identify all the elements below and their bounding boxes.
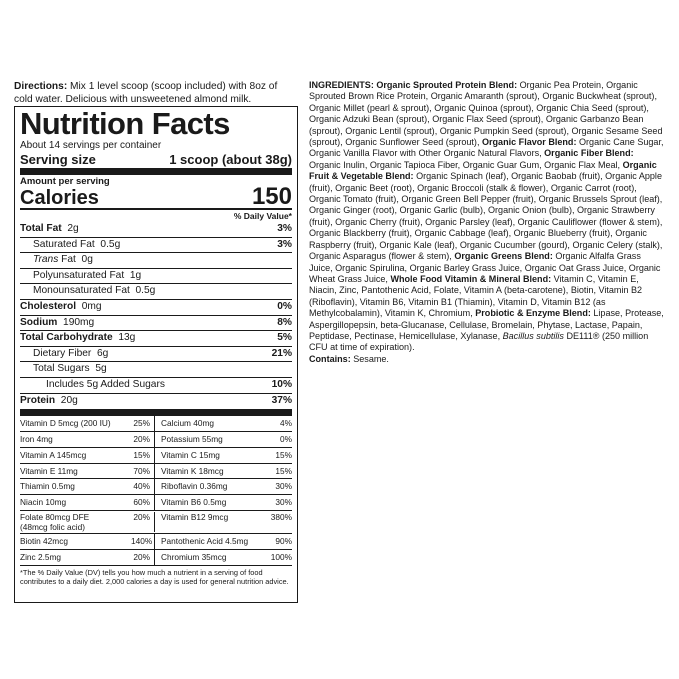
- nutrient-row: [20, 283, 292, 299]
- vitamin-name-cell: [20, 448, 131, 463]
- vitamin-daily-value: 140%: [131, 534, 155, 549]
- nutrient-daily-value: 37%: [271, 394, 292, 406]
- nutrient-daily-value: 8%: [277, 316, 292, 328]
- ingredient-text: Organic Cane Sugar, Organic Vanilla Flavor with Other Organic Natural Flavors,: [309, 137, 664, 159]
- nutrient-daily-value: 10%: [271, 378, 292, 390]
- mineral-name: Vitamin B6 0.5mg: [161, 497, 227, 508]
- vitamin-mineral-table: [20, 416, 292, 564]
- nutrient-name: Includes 5g Added Sugars: [46, 378, 165, 390]
- nutrient-amount: 6g: [96, 347, 109, 359]
- mineral-daily-value: 380%: [270, 511, 292, 522]
- ingredient-text: Organic Pea Protein, Organic Sprouted Brown Rice Protein, Organic Amaranth (sprout), Organic Buckwheat (sprout), Organic Millet (pearl & sprout), Organic Quinoa (sprout), Organic Chia Seed (sprout), Organic Adzuki Bean (sprout), Organic Flax Seed (sprout), Organic Garbanzo Bean (sprout), Organic Lentil (sprout), Organic Pumpkin Seed (sprout), Organic Sesame Seed (sprout), Organic Sunflower Seed (sprout),: [309, 80, 663, 148]
- vitamin-daily-value: 20%: [131, 550, 155, 565]
- nutrient-amount: 0.5g: [100, 238, 121, 250]
- ingredient-blend-heading: Organic Fiber Blend:: [544, 148, 634, 159]
- nutrient-name: Saturated Fat: [33, 238, 95, 250]
- nutrient-name: Monounsaturated Fat: [33, 285, 130, 297]
- serving-size-value: 1 scoop (about 38g): [169, 152, 292, 167]
- nutrient-label: [33, 253, 93, 268]
- vitamin-row: [20, 463, 292, 479]
- thick-divider: [20, 409, 292, 416]
- mineral-name: Chromium 35mcg: [161, 551, 227, 562]
- ingredients-text: [309, 80, 665, 365]
- nutrient-amount: 0g: [81, 254, 93, 266]
- thick-divider: [20, 168, 292, 175]
- vitamin-name: Iron 4mg: [20, 433, 53, 444]
- nutrient-amount: 190mg: [63, 316, 95, 328]
- vitamin-name: Vitamin A 145mcg: [20, 449, 87, 460]
- nutrient-name: Cholesterol: [20, 300, 77, 312]
- vitamin-name: Vitamin E 11mg: [20, 465, 78, 476]
- ingredient-text: Organic Spinach (leaf), Organic Baobab (fruit), Organic Apple (fruit), Organic Beet (root), Organic Broccoli (stalk & flower), Organic Carrot (root), Organic Tomato (fruit), Organic Green Bell Pepper (fruit), Organic Brussels Sprout (leaf), Organic Ginger (root), Organic Garlic (bulb), Organic Onion (bulb), Organic Strawberry (fruit), Organic Cherry (fruit), Organic Parsley (leaf), Organic Cauliflower (flower & stem), Organic Blackberry (fruit), Organic Cabbage (leaf), Organic Blueberry (fruit), Organic Raspberry (fruit), Organic Kale (leaf), Organic Cucumber (gourd), Organic Celery (stalk), Organic Asparagus (flower & stem),: [309, 171, 663, 262]
- vitamin-daily-value: 40%: [131, 479, 155, 494]
- vitamin-row: [20, 510, 292, 533]
- nutrient-row: [20, 315, 292, 331]
- nutrient-daily-value: 5%: [277, 332, 292, 344]
- mineral-daily-value: 0%: [280, 433, 292, 444]
- nutrient-amount: 0.5g: [135, 285, 156, 297]
- nutrient-name: Protein: [20, 394, 56, 406]
- vitamin-daily-value: 20%: [131, 512, 155, 532]
- ingredient-blend-heading: Probiotic & Enzyme Blend:: [475, 308, 591, 319]
- ingredient-text: Organic Alfalfa Grass Juice, Organic Spirulina, Organic Barley Grass Juice, Organic Oat Grass Juice, Organic Wheat Grass Juice,: [309, 251, 661, 284]
- ingredient-blend-heading: INGREDIENTS: Organic Sprouted Protein Blend:: [309, 80, 518, 90]
- ingredient-text: Lipase, Protease, Aspergillopepsin, beta-Glucanase, Cellulase, Bromelain, Phytase, Lactase, Papain, Peptidase, Pectinase, Hemicellulase, Xylanase,: [309, 308, 664, 341]
- mineral-daily-value: 90%: [275, 535, 292, 546]
- nutrient-daily-value: 3%: [277, 238, 292, 250]
- mineral-daily-value: 15%: [275, 465, 292, 476]
- mineral-name: Vitamin C 15mg: [161, 449, 220, 460]
- daily-value-header: % Daily Value*: [20, 208, 292, 222]
- directions-body: Mix 1 level scoop (scoop included) with 8oz of cold water. Delicious with unsweetened almond milk.: [14, 81, 278, 105]
- nutrient-row: [20, 377, 292, 393]
- vitamin-row: [20, 416, 292, 431]
- nutrient-list: [20, 222, 292, 408]
- nutrient-daily-value: 0%: [277, 300, 292, 312]
- amount-per-serving: Amount per serving: [20, 176, 110, 187]
- nutrient-label: [20, 316, 94, 331]
- nutrient-row: [20, 237, 292, 253]
- nutrient-label: [33, 284, 155, 299]
- vitamin-name-cell: [20, 495, 131, 510]
- nutrient-row: [20, 299, 292, 315]
- nutrient-row: [20, 361, 292, 377]
- vitamin-name-cell: [20, 512, 131, 532]
- vitamin-name-cell: [20, 416, 131, 431]
- daily-value-footnote: *The % Daily Value (DV) tells you how much a nutrient in a serving of food contributes to a daily diet. 2,000 calories a day is used for general nutrition advice.: [20, 565, 292, 586]
- vitamin-row: [20, 478, 292, 494]
- mineral-daily-value: 30%: [275, 481, 292, 492]
- nutrient-label: [20, 222, 79, 237]
- nutrient-label: [46, 378, 165, 393]
- mineral-daily-value: 100%: [270, 551, 292, 562]
- vitamin-name-cell: [20, 479, 131, 494]
- nutrient-label: [20, 394, 78, 409]
- nutrient-daily-value: 3%: [277, 223, 292, 234]
- mineral-name: Vitamin K 18mcg: [161, 465, 224, 476]
- nutrient-amount: 20g: [60, 394, 78, 406]
- nutrient-name: Total Carbohydrate: [20, 332, 113, 344]
- nutrient-row: [20, 268, 292, 284]
- vitamin-row: [20, 494, 292, 510]
- ingredient-text: Vitamin C, Vitamin E, Niacin, Zinc, Pantothenic Acid, Folate, Vitamin A (beta-carotene), Biotin, Vitamin B2 (Riboflavin), Vitamin B6, Vitamin B1 (Thiamin), Vitamin D, Vitamin B12 (as Methylcobalamin), Vitamin K, Chromium,: [309, 273, 643, 319]
- vitamin-row: [20, 431, 292, 447]
- calories-row: [20, 183, 292, 210]
- vitamin-name: Thiamin 0.5mg: [20, 481, 75, 492]
- vitamin-name-cell: [20, 534, 131, 549]
- nutrient-name-suffix: Fat: [58, 254, 76, 266]
- nutrition-facts-title: Nutrition Facts: [20, 106, 230, 141]
- nutrient-row: [20, 222, 292, 237]
- vitamin-daily-value: 15%: [131, 448, 155, 463]
- nutrient-label: [20, 331, 135, 346]
- vitamin-name-detail: (48mcg folic acid): [20, 521, 86, 532]
- nutrient-amount: 0mg: [81, 300, 102, 312]
- vitamin-name: Biotin 42mcg: [20, 535, 68, 546]
- vitamin-row: [20, 447, 292, 463]
- vitamin-daily-value: 25%: [131, 416, 155, 431]
- vitamin-row: [20, 533, 292, 549]
- vitamin-daily-value: 70%: [131, 464, 155, 479]
- ingredient-blend-heading: Organic Fruit & Vegetable Blend:: [309, 159, 657, 182]
- ingredient-text: Bacillus subtilis: [502, 330, 564, 341]
- mineral-name: Potassium 55mg: [161, 433, 223, 444]
- vitamin-name: Folate 80mcg DFE: [20, 511, 90, 522]
- nutrient-name: Trans: [33, 254, 59, 266]
- vitamin-daily-value: 60%: [131, 495, 155, 510]
- ingredient-blend-heading: Organic Flavor Blend:: [481, 137, 577, 148]
- mineral-name: Vitamin B12 9mcg: [161, 511, 229, 522]
- nutrient-name: Total Sugars: [33, 363, 90, 375]
- directions-label: Directions:: [14, 81, 68, 92]
- nutrient-amount: 5g: [95, 363, 107, 375]
- nutrient-name: Total Fat: [20, 223, 62, 234]
- mineral-daily-value: 4%: [280, 418, 292, 429]
- vitamin-name-cell: [20, 464, 131, 479]
- vitamin-name: Vitamin D 5mcg (200 IU): [20, 418, 111, 429]
- vitamin-name: Zinc 2.5mg: [20, 551, 62, 562]
- nutrient-row: [20, 393, 292, 409]
- contains-label: Contains:: [309, 353, 351, 364]
- serving-size-label: Serving size: [20, 152, 96, 167]
- contains-value: Sesame.: [350, 353, 389, 364]
- mineral-daily-value: 15%: [275, 449, 292, 460]
- vitamin-name: Niacin 10mg: [20, 497, 67, 508]
- nutrient-amount: 13g: [118, 332, 136, 344]
- nutrient-amount: 1g: [129, 269, 142, 281]
- contains-line: [309, 354, 665, 365]
- nutrient-name: Polyunsaturated Fat: [33, 269, 125, 281]
- nutrient-amount: 2g: [67, 223, 79, 234]
- ingredient-text: Organic Inulin, Organic Tapioca Fiber, Organic Guar Gum, Organic Flax Meal,: [309, 159, 623, 170]
- vitamin-name-cell: [20, 550, 131, 565]
- directions-text: [14, 80, 298, 106]
- mineral-name: Pantothenic Acid 4.5mg: [161, 535, 249, 546]
- nutrient-label: [33, 347, 108, 362]
- vitamin-daily-value: 20%: [131, 432, 155, 447]
- nutrient-label: [33, 238, 120, 253]
- nutrient-name: Sodium: [20, 316, 58, 328]
- nutrient-label: [20, 300, 102, 315]
- nutrient-row: [20, 252, 292, 268]
- mineral-name: Riboflavin 0.36mg: [161, 481, 228, 492]
- nutrient-daily-value: 21%: [271, 347, 292, 359]
- nutrient-label: [33, 362, 107, 377]
- calories-value: 150: [251, 183, 292, 210]
- serving-size-row: [20, 152, 292, 167]
- nutrient-row: [20, 330, 292, 346]
- nutrient-name: Dietary Fiber: [33, 347, 92, 359]
- ingredient-blend-heading: Organic Greens Blend:: [454, 251, 553, 262]
- ingredient-blend-heading: Whole Food Vitamin & Mineral Blend:: [390, 273, 552, 284]
- vitamin-name-cell: [20, 432, 131, 447]
- nutrient-row: [20, 346, 292, 362]
- mineral-name: Calcium 40mg: [161, 418, 215, 429]
- ingredient-text: DE111® (250 million CFU at time of expiration).: [309, 330, 649, 353]
- nutrition-facts-panel: [14, 106, 298, 603]
- ingredients-list: [309, 80, 664, 352]
- mineral-daily-value: 30%: [275, 497, 292, 508]
- servings-per-container: About 14 servings per container: [20, 140, 162, 151]
- vitamin-row: [20, 549, 292, 565]
- calories-label: Calories: [20, 187, 99, 209]
- nutrient-label: [33, 269, 141, 284]
